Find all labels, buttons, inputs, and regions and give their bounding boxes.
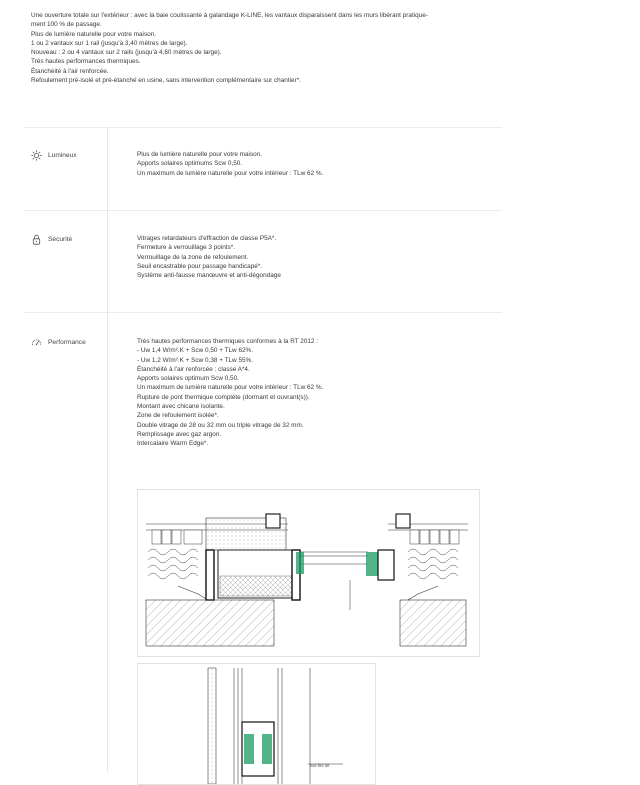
feature-label-text: Lumineux (48, 151, 77, 159)
intro-line: 1 ou 2 vantaux sur 1 rail (jusqu'à 3,40 mètres de large). (31, 39, 188, 47)
feature-line: Remplissage avec gaz argon. (137, 430, 222, 438)
drawing-annotation: Sol fini int (310, 763, 330, 768)
column-divider (107, 127, 108, 772)
feature-line: Double vitrage de 28 ou 32 mm ou triple vitrage de 32 mm. (137, 421, 304, 429)
feature-text-performance (137, 337, 467, 449)
feature-text-lumineux (137, 150, 467, 178)
feature-line: Fermeture à verrouillage 3 points*. (137, 244, 236, 252)
divider (24, 127, 502, 128)
intro-line: Une ouverture totale sur l'extérieur : avec la baie coulissante à galandage K-LINE, les vantaux disparaissent dans les murs libérant pratique- (31, 12, 428, 19)
feature-line: Apports solaires optimum Scw 0,50. (137, 375, 239, 383)
feature-line: Zone de refoulement isolée*. (137, 412, 219, 420)
feature-line: Verrouillage de la zone de refoulement. (137, 253, 249, 261)
intro-line: Nouveau : 2 ou 4 vantaux sur 2 rails (jusqu'à 4,60 mètres de large). (31, 49, 222, 57)
intro-line: Refoulement pré-isolé et pré-étanché en usine, sans intervention complémentaire sur chantier*. (31, 77, 301, 85)
feature-line: Un maximum de lumière naturelle pour votre intérieur : TLw 62 %. (137, 169, 324, 177)
technical-drawing-horizontal-section (137, 489, 480, 657)
feature-label-lumineux (31, 149, 77, 161)
feature-text-securite (137, 234, 467, 280)
feature-line: - Uw 1,2 W/m².K + Scw 0,38 + TLw 55%. (137, 356, 254, 364)
feature-line: Apports solaires optimums Scw 0,50. (137, 160, 243, 168)
feature-label-text: Sécurité (48, 235, 73, 243)
feature-line: Vitrages retardateurs d'effraction de classe P5A*. (137, 235, 277, 242)
sun-icon (31, 150, 42, 161)
lock-icon (31, 234, 42, 245)
intro-text (31, 11, 471, 85)
feature-label-performance (31, 336, 86, 348)
feature-line: Intercalaire Warm Edge*. (137, 440, 209, 448)
feature-line: Très hautes performances thermiques conformes à la RT 2012 : (137, 338, 319, 345)
feature-line: Montant avec chicane isolante. (137, 403, 225, 411)
feature-label-text: Performance (48, 338, 86, 346)
technical-drawing-vertical-section (137, 663, 376, 785)
divider (24, 312, 502, 313)
intro-line: Étanchéité à l'air renforcée. (31, 67, 109, 75)
feature-line: Étanchéité à l'air renforcée : classe A*4. (137, 365, 250, 373)
feature-line: Seuil encastrable pour passage handicapé*. (137, 262, 263, 270)
feature-line: Système anti-fausse manœuvre et anti-dégondage (137, 272, 281, 280)
intro-line: Très hautes performances thermiques. (31, 58, 141, 66)
feature-line: Un maximum de lumière naturelle pour votre intérieur : TLw 62 %. (137, 384, 324, 392)
feature-line: Plus de lumière naturelle pour votre maison. (137, 151, 263, 158)
feature-label-securite (31, 233, 72, 245)
intro-line: Plus de lumière naturelle pour votre maison. (31, 30, 157, 38)
gauge-icon (31, 337, 42, 348)
feature-line: Rupture de pont thermique complète (dormant et ouvrant(s)). (137, 393, 310, 401)
divider (24, 210, 502, 211)
intro-line: ment 100 % de passage. (31, 21, 102, 29)
feature-line: - Uw 1,4 W/m².K + Scw 0,50 + TLw 62%. (137, 347, 254, 355)
